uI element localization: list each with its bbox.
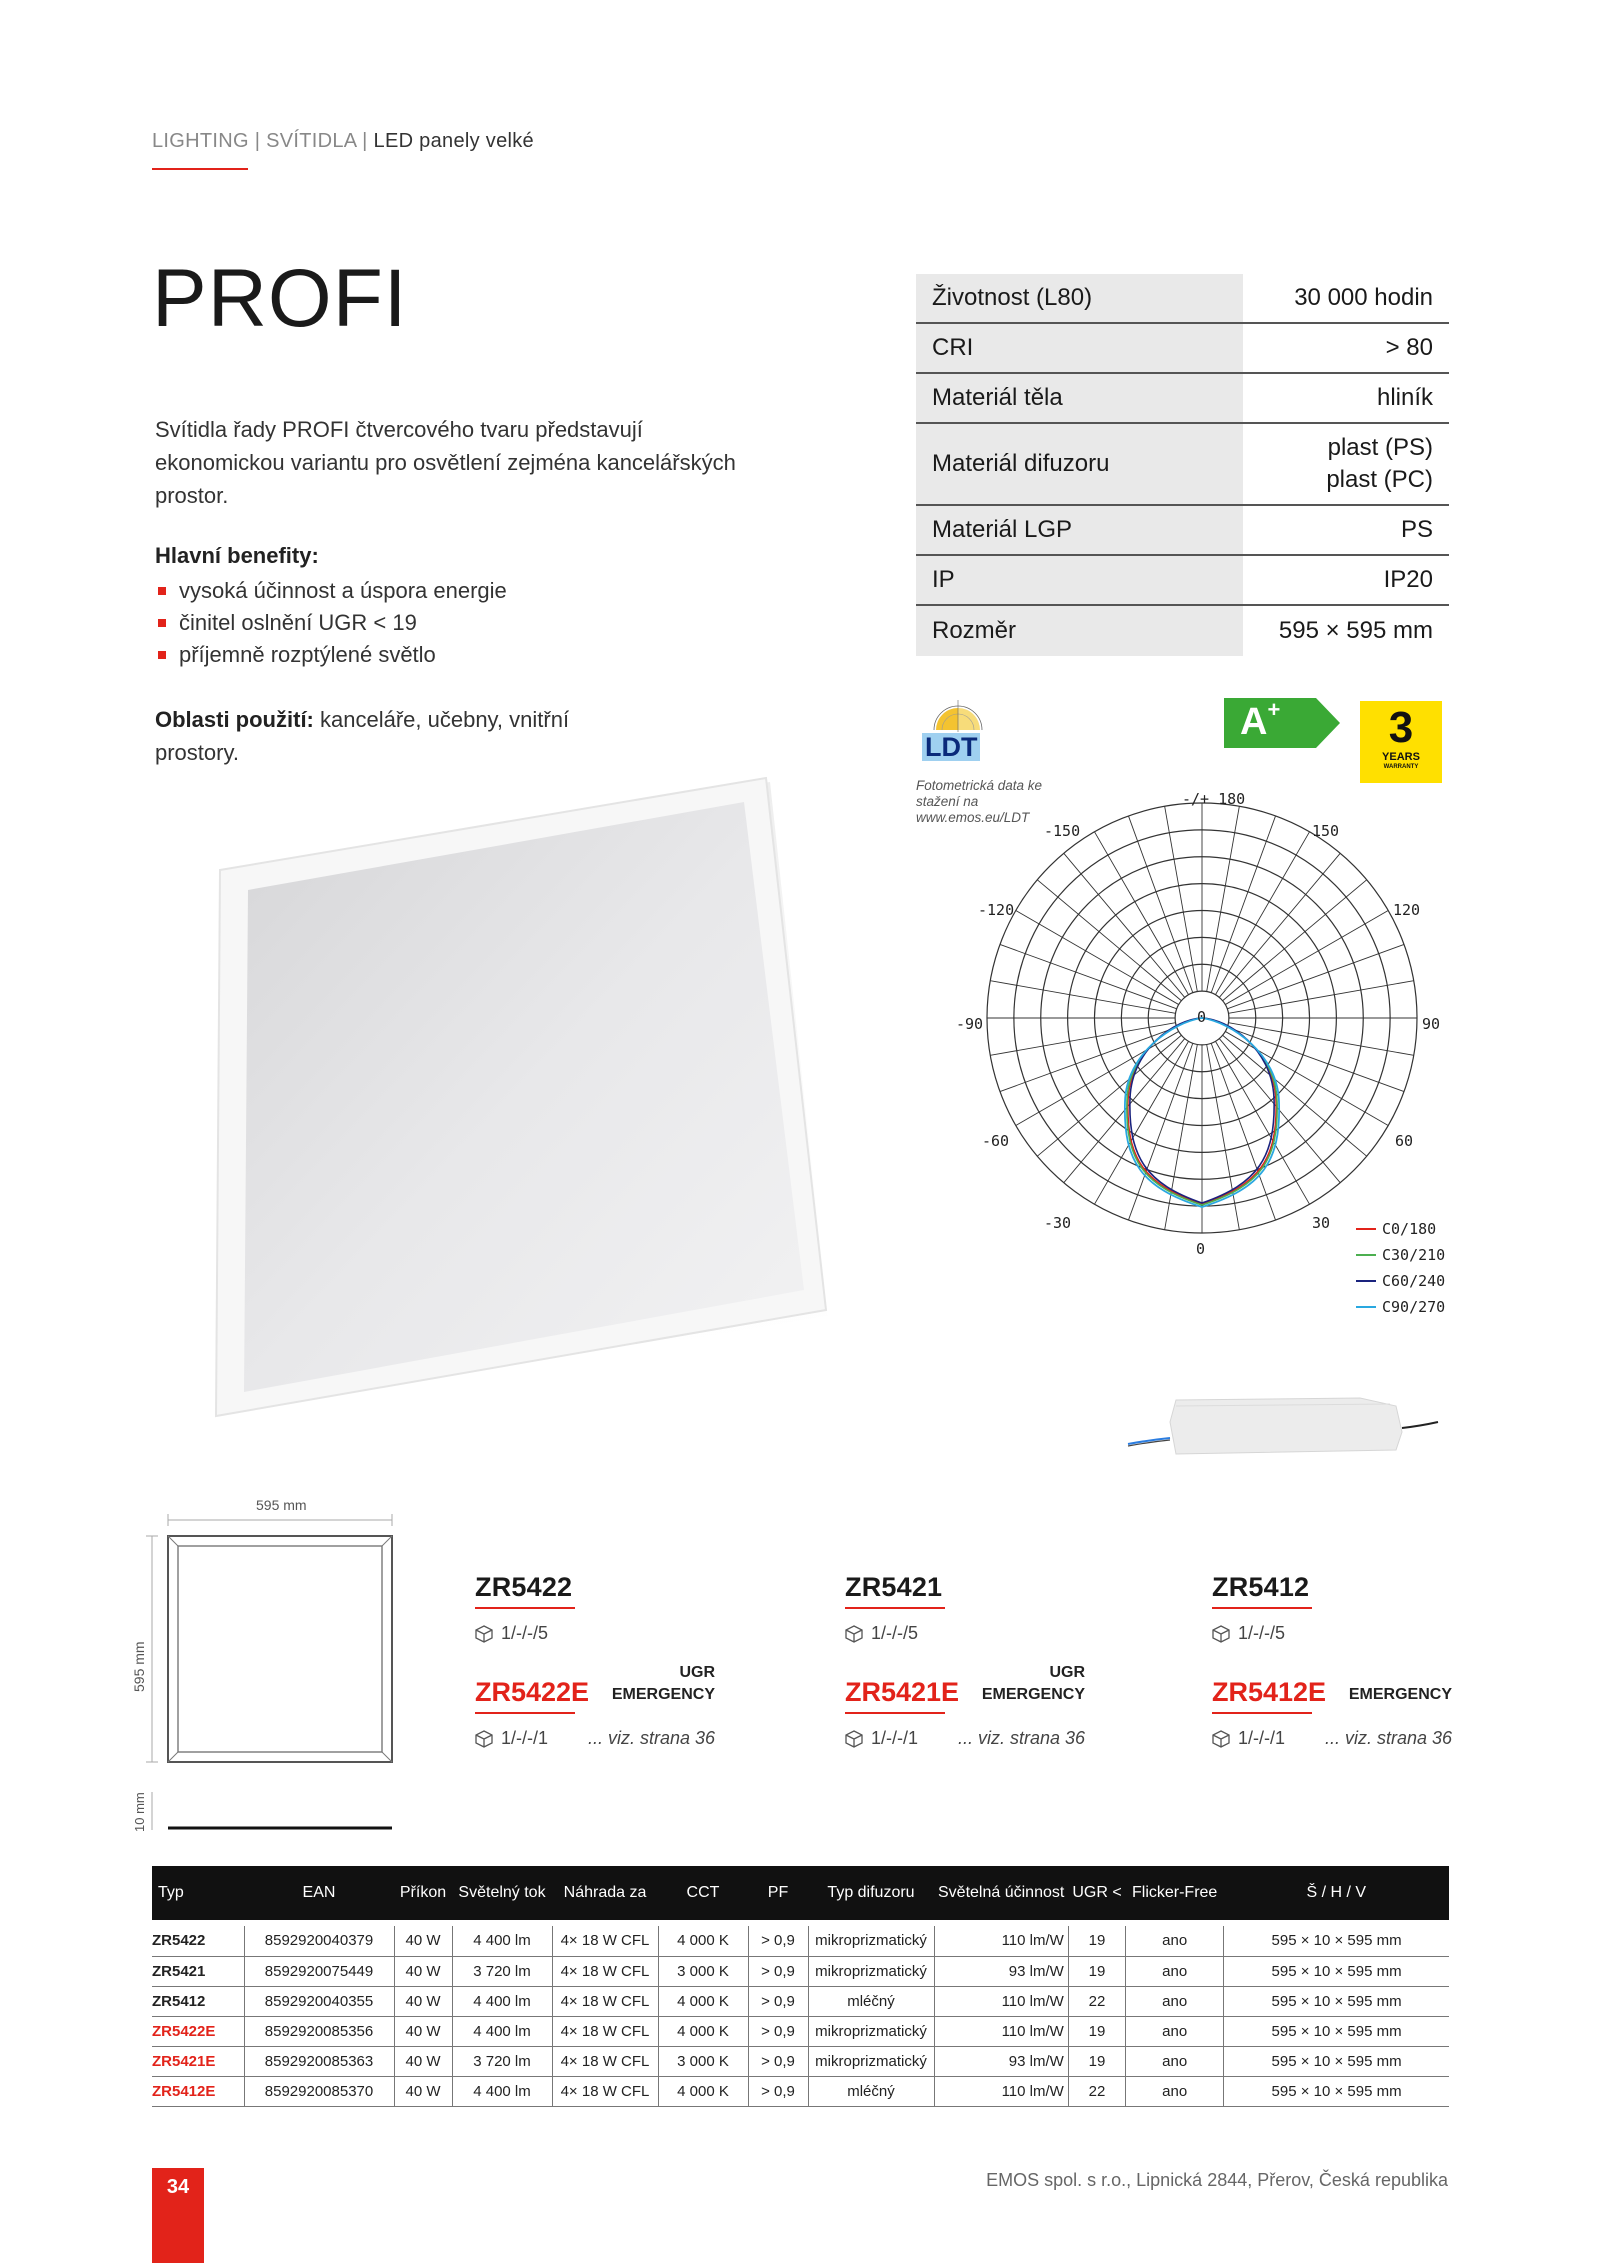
th-cct: CCT: [658, 1866, 748, 1920]
variant-e-pack: [845, 1728, 1085, 1749]
cell-prikon: 40 W: [394, 1956, 452, 1986]
energy-class-plus: +: [1267, 697, 1281, 722]
cell-typ: ZR5412: [152, 1986, 244, 2016]
table-body: [152, 1920, 1449, 2106]
spec-key: Materiál LGP: [916, 506, 1243, 554]
technical-drawing: [120, 1492, 400, 1842]
variant-e-underline: [845, 1712, 945, 1714]
th-nahrada: Náhrada za: [552, 1866, 658, 1920]
cell-prikon: 40 W: [394, 2046, 452, 2076]
see-page-link[interactable]: ... viz. strana 36: [1324, 1728, 1452, 1748]
variant-underline: [475, 1607, 575, 1609]
table-row[interactable]: [152, 1956, 1449, 1986]
variant-zr5412: [1212, 1572, 1452, 1749]
cell-prikon: 40 W: [394, 1986, 452, 2016]
polar-grid-spoke: [1211, 1043, 1275, 1220]
spec-row: [916, 506, 1449, 556]
polar-grid-spoke: [1207, 806, 1240, 991]
cell-typ-difuzoru: mikroprizmatický: [808, 2046, 934, 2076]
cell-typ: ZR5421E: [152, 2046, 244, 2076]
legend-swatch: [1356, 1228, 1376, 1230]
polar-label-l30: -30: [1044, 1214, 1072, 1232]
polar-label-top: -/+ 180: [1182, 790, 1246, 808]
breadcrumb-svitidla[interactable]: SVÍTIDLA: [266, 130, 357, 152]
width-dimension-label: 595 mm: [256, 1497, 307, 1513]
page-number: 34: [152, 2168, 204, 2263]
cell-ugr: 22: [1068, 2076, 1125, 2106]
cell-ucinnost: 110 lm/W: [934, 1926, 1068, 1956]
polar-grid-spoke: [1223, 880, 1367, 1001]
spec-key: Životnost (L80): [916, 274, 1243, 322]
th-prikon: Příkon: [394, 1866, 452, 1920]
cell-typ-difuzoru: mikroprizmatický: [808, 2016, 934, 2046]
variant-e-underline: [1212, 1712, 1312, 1714]
breadcrumb-current: LED panely velké: [373, 130, 534, 152]
cell-ugr: 19: [1068, 1956, 1125, 1986]
cell-prikon: 40 W: [394, 2076, 452, 2106]
cell-nahrada: 4× 18 W CFL: [552, 2016, 658, 2046]
cell-pf: > 0,9: [748, 1986, 808, 2016]
spec-value: PS: [1400, 516, 1433, 543]
cell-flicker: ano: [1126, 2046, 1224, 2076]
variant-e-pack: [475, 1728, 715, 1749]
polar-label-r60: 60: [1395, 1132, 1414, 1150]
variant-code[interactable]: ZR5412: [1212, 1572, 1310, 1602]
spec-key: Materiál těla: [916, 374, 1243, 422]
cell-svetelny-tok: 4 400 lm: [452, 2016, 552, 2046]
package-box-icon: [845, 1730, 863, 1748]
cell-rozmer: 595 × 10 × 595 mm: [1224, 2046, 1449, 2076]
cell-typ-difuzoru: mléčný: [808, 2076, 934, 2106]
tag-emergency: EMERGENCY: [1348, 1686, 1452, 1703]
cell-typ: ZR5421: [152, 1956, 244, 1986]
variant-e-code[interactable]: ZR5412E: [1212, 1677, 1327, 1707]
cell-svetelny-tok: 4 400 lm: [452, 1986, 552, 2016]
variant-e-tags: [1349, 1684, 1452, 1706]
tag-ugr: UGR: [1049, 1664, 1085, 1681]
polar-grid-spoke: [1064, 853, 1185, 997]
breadcrumb: [152, 130, 534, 153]
legend-swatch: [1356, 1280, 1376, 1282]
package-box-icon: [475, 1625, 493, 1643]
th-typ-difuzoru: Typ difuzoru: [808, 1866, 934, 1920]
variant-zr5421: [845, 1572, 1085, 1749]
table-header-row: [152, 1866, 1449, 1920]
benefit-item: příjemně rozptýlené světlo: [157, 639, 507, 671]
cell-ean: 8592920040355: [244, 1986, 394, 2016]
th-flicker: Flicker-Free: [1126, 1866, 1224, 1920]
spec-table: [916, 274, 1449, 656]
cell-pf: > 0,9: [748, 2076, 808, 2106]
th-svetelny-tok: Světelný tok: [452, 1866, 552, 1920]
cell-ean: 8592920085356: [244, 2016, 394, 2046]
cell-cct: 4 000 K: [658, 1926, 748, 1956]
cell-ugr: 19: [1068, 2016, 1125, 2046]
cell-ucinnost: 110 lm/W: [934, 2076, 1068, 2106]
cell-cct: 4 000 K: [658, 1986, 748, 2016]
cell-cct: 3 000 K: [658, 1956, 748, 1986]
spec-key: IP: [916, 556, 1243, 604]
polar-grid-spoke: [1165, 806, 1198, 991]
polar-grid-spoke: [990, 981, 1175, 1014]
cell-svetelny-tok: 3 720 lm: [452, 1956, 552, 1986]
cell-typ-difuzoru: mikroprizmatický: [808, 1956, 934, 1986]
cell-flicker: ano: [1126, 1956, 1224, 1986]
legend-item: [1356, 1294, 1445, 1320]
polar-label-center: 0: [1197, 1008, 1207, 1026]
spec-value: IP20: [1383, 566, 1433, 593]
cell-ean: 8592920040379: [244, 1926, 394, 1956]
drawing-svg: [120, 1492, 400, 1842]
cell-ugr: 22: [1068, 1986, 1125, 2016]
variant-e-row: [475, 1664, 715, 1708]
polar-grid-spoke: [1223, 1035, 1367, 1156]
cell-nahrada: 4× 18 W CFL: [552, 1956, 658, 1986]
legend-label: C60/240: [1382, 1272, 1446, 1290]
usage-text: [155, 703, 585, 769]
legend-swatch: [1356, 1306, 1376, 1308]
ldt-note: Fotometrická data ke stažení na www.emos.eu/LDT: [916, 778, 1043, 825]
cell-flicker: ano: [1126, 1926, 1224, 1956]
usage-label: Oblasti použití:: [155, 707, 314, 732]
polar-labels: [956, 790, 1440, 1258]
polar-grid-spoke: [1016, 911, 1179, 1005]
cell-flicker: ano: [1126, 1986, 1224, 2016]
spec-key: Materiál difuzoru: [916, 424, 1243, 504]
polar-grid-spoke: [1227, 944, 1404, 1008]
polar-label-r120: 120: [1393, 901, 1421, 919]
polar-grid-spoke: [1037, 1035, 1181, 1156]
cell-typ: ZR5422E: [152, 2016, 244, 2046]
tag-emergency: EMERGENCY: [611, 1686, 715, 1703]
table-row[interactable]: [152, 2076, 1449, 2106]
th-ugr: UGR <: [1068, 1866, 1125, 1920]
variant-pack-value: 1/-/-/5: [1238, 1623, 1286, 1643]
spec-value-line: plast (PC): [1326, 466, 1433, 493]
usage-value: kanceláře, učebny, vnitřní prostory.: [155, 707, 570, 765]
spec-value: hliník: [1376, 384, 1433, 411]
spec-value: [1243, 424, 1449, 504]
legend-item: [1356, 1268, 1445, 1294]
polar-label-l90: -90: [956, 1015, 984, 1033]
variant-e-pack: [1212, 1728, 1452, 1749]
polar-grid-spoke: [1128, 816, 1192, 993]
cell-ean: 8592920085363: [244, 2046, 394, 2076]
polar-grid-spoke: [1228, 981, 1413, 1014]
cell-pf: > 0,9: [748, 2046, 808, 2076]
package-box-icon: [1212, 1625, 1230, 1643]
benefit-item: činitel oslnění UGR < 19: [157, 607, 507, 639]
variant-code[interactable]: ZR5422: [475, 1572, 573, 1602]
polar-legend: [1356, 1216, 1445, 1320]
th-typ: Typ: [152, 1866, 244, 1920]
variant-e-pack-value: 1/-/-/1: [501, 1728, 549, 1748]
variant-e-pack-value: 1/-/-/1: [871, 1728, 919, 1748]
polar-grid-spoke: [1128, 1043, 1192, 1220]
cell-prikon: 40 W: [394, 1926, 452, 1956]
cell-ugr: 19: [1068, 1926, 1125, 1956]
cell-rozmer: 595 × 10 × 595 mm: [1224, 1986, 1449, 2016]
see-page-link[interactable]: ... viz. strana 36: [957, 1728, 1085, 1748]
polar-grid-spoke: [1016, 1031, 1179, 1125]
spec-row: [916, 606, 1449, 656]
variant-pack: [475, 1623, 715, 1644]
cell-nahrada: 4× 18 W CFL: [552, 2076, 658, 2106]
variant-pack-value: 1/-/-/5: [871, 1623, 919, 1643]
polar-grid-spoke: [1219, 853, 1340, 997]
package-box-icon: [845, 1625, 863, 1643]
variant-e-tags: [612, 1662, 715, 1706]
variant-e-code[interactable]: ZR5422E: [475, 1677, 590, 1707]
polar-grid-spoke: [1000, 944, 1177, 1008]
cell-typ-difuzoru: mikroprizmatický: [808, 1926, 934, 1956]
variant-e-tags: [982, 1662, 1085, 1706]
th-ean: EAN: [244, 1866, 394, 1920]
table-row[interactable]: [152, 1986, 1449, 2016]
intro-text: Svítidla řady PROFI čtvercového tvaru představují ekonomickou variantu pro osvětlení zejména kancelářských prostor.: [155, 417, 736, 508]
cell-rozmer: 595 × 10 × 595 mm: [1224, 1956, 1449, 1986]
cell-rozmer: 595 × 10 × 595 mm: [1224, 1926, 1449, 1956]
cell-nahrada: 4× 18 W CFL: [552, 1926, 658, 1956]
benefit-item: vysoká účinnost a úspora energie: [157, 575, 507, 607]
table-row[interactable]: [152, 2016, 1449, 2046]
cell-svetelny-tok: 3 720 lm: [452, 2046, 552, 2076]
cell-ean: 8592920085370: [244, 2076, 394, 2106]
cell-svetelny-tok: 4 400 lm: [452, 2076, 552, 2106]
breadcrumb-separator: |: [254, 130, 261, 152]
benefits-title: Hlavní benefity:: [155, 543, 319, 568]
energy-class-letter: A: [1240, 701, 1268, 743]
spec-row: [916, 424, 1449, 506]
polar-label-tr: 150: [1312, 822, 1340, 840]
cell-typ: ZR5422: [152, 1926, 244, 1956]
polar-grid-spoke: [1225, 911, 1388, 1005]
cell-ucinnost: 93 lm/W: [934, 2046, 1068, 2076]
cell-svetelny-tok: 4 400 lm: [452, 1926, 552, 1956]
cell-pf: > 0,9: [748, 1926, 808, 1956]
cell-flicker: ano: [1126, 2076, 1224, 2106]
th-rozmer: Š / H / V: [1224, 1866, 1449, 1920]
table-row[interactable]: [152, 2046, 1449, 2076]
package-box-icon: [475, 1730, 493, 1748]
warranty-years: YEARS: [1382, 751, 1420, 763]
cell-ean: 8592920075449: [244, 1956, 394, 1986]
spec-value: 30 000 hodin: [1294, 284, 1433, 311]
cell-cct: 4 000 K: [658, 2076, 748, 2106]
variant-code[interactable]: ZR5421: [845, 1572, 943, 1602]
cell-flicker: ano: [1126, 2016, 1224, 2046]
cell-typ-difuzoru: mléčný: [808, 1986, 934, 2016]
polar-grid-spoke: [1211, 816, 1275, 993]
polar-grid-spoke: [1000, 1027, 1177, 1091]
polar-label-tl: -150: [1044, 822, 1081, 840]
polar-grid-spoke: [1215, 1041, 1309, 1204]
product-table: [152, 1866, 1449, 2107]
polar-grid-spoke: [1227, 1027, 1404, 1091]
cell-nahrada: 4× 18 W CFL: [552, 2046, 658, 2076]
variant-e-row: [1212, 1664, 1452, 1708]
spec-row: [916, 324, 1449, 374]
legend-swatch: [1356, 1254, 1376, 1256]
warranty-badge: [1360, 701, 1442, 783]
tag-ugr: UGR: [679, 1664, 715, 1681]
cell-rozmer: 595 × 10 × 595 mm: [1224, 2016, 1449, 2046]
cell-rozmer: 595 × 10 × 595 mm: [1224, 2076, 1449, 2106]
legend-label: C30/210: [1382, 1246, 1446, 1264]
polar-grid-spoke: [1037, 880, 1181, 1001]
warranty-word: WARRANTY: [1383, 764, 1419, 770]
spec-value-line: plast (PS): [1327, 434, 1433, 461]
breadcrumb-separator: |: [362, 130, 368, 152]
th-pf: PF: [748, 1866, 808, 1920]
benefits-list: [157, 575, 507, 671]
legend-label: C0/180: [1382, 1220, 1437, 1238]
cell-ucinnost: 110 lm/W: [934, 2016, 1068, 2046]
polar-grid-spoke: [1225, 1031, 1388, 1125]
table-row[interactable]: [152, 1926, 1449, 1956]
spec-row: [916, 374, 1449, 424]
led-panel-image: [210, 770, 850, 1430]
see-page-link[interactable]: ... viz. strana 36: [587, 1728, 715, 1748]
variant-e-pack-value: 1/-/-/1: [1238, 1728, 1286, 1748]
legend-item: [1356, 1242, 1445, 1268]
variant-pack: [1212, 1623, 1452, 1644]
variant-e-underline: [475, 1712, 575, 1714]
breadcrumb-underline: [152, 168, 248, 170]
cell-cct: 3 000 K: [658, 2046, 748, 2076]
legend-item: [1356, 1216, 1445, 1242]
cell-ucinnost: 93 lm/W: [934, 1956, 1068, 1986]
variant-underline: [845, 1607, 945, 1609]
variant-underline: [1212, 1607, 1312, 1609]
spec-row: [916, 556, 1449, 606]
cell-typ: ZR5412E: [152, 2076, 244, 2106]
package-box-icon: [1212, 1730, 1230, 1748]
spec-key: Rozměr: [916, 606, 1243, 656]
cell-ugr: 19: [1068, 2046, 1125, 2076]
cell-ucinnost: 110 lm/W: [934, 1986, 1068, 2016]
polar-grid-spoke: [1095, 1041, 1189, 1204]
footer-address: EMOS spol. s r.o., Lipnická 2844, Přerov, Česká republika: [986, 2170, 1448, 2190]
polar-label-bottom: 0: [1196, 1240, 1206, 1258]
spec-key: CRI: [916, 324, 1243, 372]
tag-emergency: EMERGENCY: [981, 1686, 1085, 1703]
polar-label-l120: -120: [978, 901, 1015, 919]
variant-pack-value: 1/-/-/5: [501, 1623, 549, 1643]
warranty-number: 3: [1388, 703, 1414, 752]
variant-zr5422: [475, 1572, 715, 1749]
variant-e-code[interactable]: ZR5421E: [845, 1677, 960, 1707]
cell-cct: 4 000 K: [658, 2016, 748, 2046]
polar-label-r90: 90: [1422, 1015, 1441, 1033]
page-title: PROFI: [152, 253, 408, 344]
energy-class-label: [1240, 697, 1281, 744]
polar-grid-spoke: [1215, 832, 1309, 995]
spec-row: [916, 274, 1449, 324]
cell-nahrada: 4× 18 W CFL: [552, 1986, 658, 2016]
variant-e-row: [845, 1664, 1085, 1708]
legend-label: C90/270: [1382, 1298, 1446, 1316]
height-dimension-label: 595 mm: [131, 1641, 147, 1692]
spec-value: > 80: [1385, 334, 1433, 361]
th-ucinnost: Světelná účinnost: [934, 1866, 1068, 1920]
driver-image: [1120, 1392, 1450, 1462]
polar-label-l60: -60: [982, 1132, 1010, 1150]
spec-value: 595 × 595 mm: [1278, 617, 1433, 644]
ldt-label: LDT: [922, 733, 980, 761]
cell-prikon: 40 W: [394, 2016, 452, 2046]
polar-label-r30: 30: [1312, 1214, 1331, 1232]
depth-dimension-label: 10 mm: [132, 1792, 147, 1832]
cell-pf: > 0,9: [748, 1956, 808, 1986]
variant-pack: [845, 1623, 1085, 1644]
cell-pf: > 0,9: [748, 2016, 808, 2046]
breadcrumb-lighting[interactable]: LIGHTING: [152, 130, 249, 152]
polar-grid-spoke: [1095, 832, 1189, 995]
